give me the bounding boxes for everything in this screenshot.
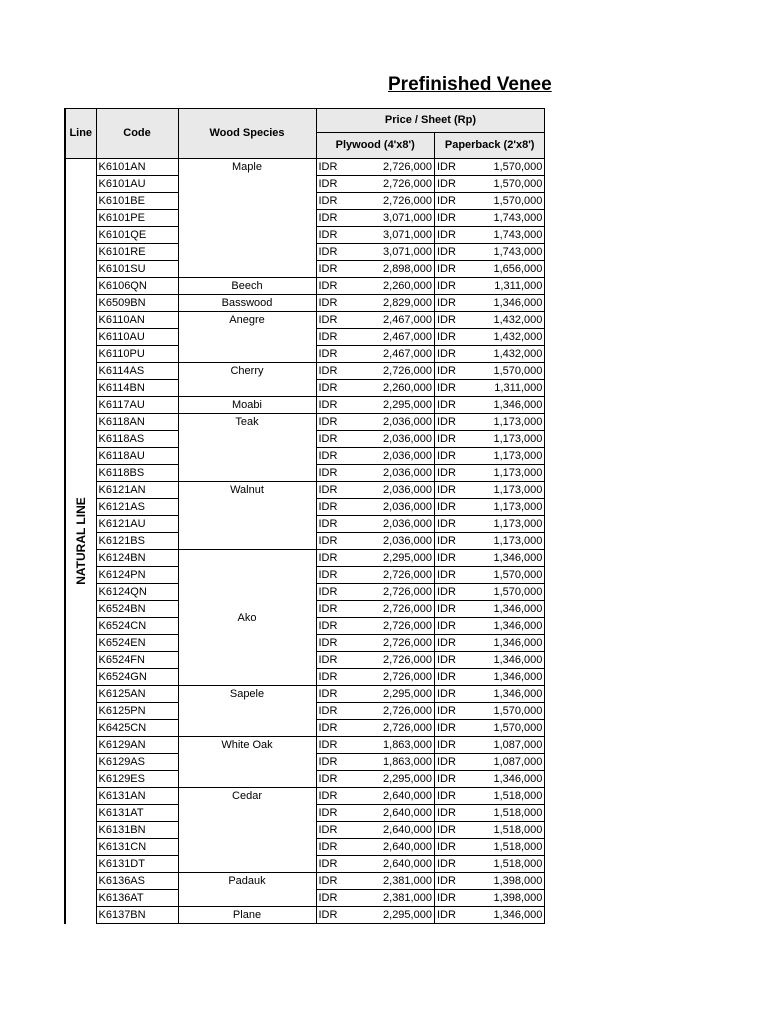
plywood-price: 2,260,000 [339,278,434,295]
paperback-currency: IDR [434,856,457,873]
paperback-price: 1,346,000 [458,771,545,788]
code-cell: K6101RE [96,244,178,261]
plywood-currency: IDR [316,346,339,363]
plywood-price: 2,036,000 [339,431,434,448]
paperback-price: 1,173,000 [458,414,545,431]
paperback-currency: IDR [434,363,457,380]
paperback-price: 1,518,000 [458,805,545,822]
paperback-currency: IDR [434,295,457,312]
code-cell: K6114AS [96,363,178,380]
code-cell: K6118AS [96,431,178,448]
plywood-currency: IDR [316,380,339,397]
code-cell: K6524CN [96,618,178,635]
code-cell: K6137BN [96,907,178,924]
paperback-currency: IDR [434,193,457,210]
header-code: Code [96,109,178,159]
code-cell: K6524GN [96,669,178,686]
code-cell: K6118AN [96,414,178,431]
plywood-price: 1,863,000 [339,737,434,754]
plywood-currency: IDR [316,584,339,601]
paperback-currency: IDR [434,533,457,550]
paperback-currency: IDR [434,329,457,346]
table-row [65,482,545,499]
plywood-currency: IDR [316,601,339,618]
plywood-price: 2,726,000 [339,652,434,669]
plywood-currency: IDR [316,788,339,805]
plywood-currency: IDR [316,278,339,295]
paperback-currency: IDR [434,227,457,244]
paperback-price: 1,173,000 [458,431,545,448]
header-wood-species: Wood Species [178,109,316,159]
plywood-price: 2,726,000 [339,159,434,176]
plywood-price: 2,726,000 [339,567,434,584]
plywood-price: 2,640,000 [339,788,434,805]
plywood-currency: IDR [316,448,339,465]
paperback-price: 1,311,000 [458,278,545,295]
plywood-price: 2,726,000 [339,720,434,737]
wood-species-cell: Ako [178,550,316,686]
paperback-price: 1,346,000 [458,907,545,924]
wood-species-cell: Padauk [178,873,316,907]
paperback-price: 1,346,000 [458,397,545,414]
code-cell: K6110AU [96,329,178,346]
paperback-price: 1,346,000 [458,601,545,618]
paperback-currency: IDR [434,805,457,822]
table-row [65,312,545,329]
plywood-currency: IDR [316,567,339,584]
paperback-currency: IDR [434,822,457,839]
code-cell: K6129AN [96,737,178,754]
table-row [65,550,545,567]
paperback-currency: IDR [434,720,457,737]
paperback-price: 1,346,000 [458,295,545,312]
paperback-currency: IDR [434,482,457,499]
plywood-price: 2,467,000 [339,329,434,346]
paperback-price: 1,398,000 [458,890,545,907]
wood-species-cell: Cedar [178,788,316,873]
paperback-currency: IDR [434,380,457,397]
plywood-currency: IDR [316,482,339,499]
paperback-currency: IDR [434,244,457,261]
wood-species-cell: Walnut [178,482,316,550]
plywood-price: 2,640,000 [339,839,434,856]
paperback-price: 1,346,000 [458,669,545,686]
paperback-price: 1,570,000 [458,193,545,210]
plywood-price: 2,467,000 [339,346,434,363]
paperback-price: 1,743,000 [458,227,545,244]
code-cell: K6124PN [96,567,178,584]
plywood-currency: IDR [316,805,339,822]
paperback-currency: IDR [434,635,457,652]
paperback-price: 1,518,000 [458,788,545,805]
wood-species-cell: Plane [178,907,316,924]
code-cell: K6131BN [96,822,178,839]
paperback-price: 1,518,000 [458,822,545,839]
plywood-currency: IDR [316,839,339,856]
code-cell: K6118AU [96,448,178,465]
code-cell: K6118BS [96,465,178,482]
paperback-currency: IDR [434,873,457,890]
code-cell: K6110AN [96,312,178,329]
paperback-price: 1,432,000 [458,312,545,329]
plywood-currency: IDR [316,669,339,686]
plywood-currency: IDR [316,754,339,771]
plywood-price: 2,036,000 [339,516,434,533]
paperback-price: 1,346,000 [458,652,545,669]
plywood-price: 2,726,000 [339,601,434,618]
paperback-currency: IDR [434,890,457,907]
paperback-currency: IDR [434,176,457,193]
code-cell: K6101BE [96,193,178,210]
plywood-currency: IDR [316,414,339,431]
plywood-currency: IDR [316,873,339,890]
plywood-price: 3,071,000 [339,244,434,261]
plywood-price: 2,036,000 [339,499,434,516]
paperback-currency: IDR [434,499,457,516]
plywood-price: 2,898,000 [339,261,434,278]
code-cell: K6136AS [96,873,178,890]
paperback-currency: IDR [434,397,457,414]
plywood-currency: IDR [316,363,339,380]
code-cell: K6124BN [96,550,178,567]
code-cell: K6524EN [96,635,178,652]
paperback-price: 1,173,000 [458,533,545,550]
code-cell: K6125AN [96,686,178,703]
code-cell: K6121AN [96,482,178,499]
paperback-currency: IDR [434,312,457,329]
plywood-currency: IDR [316,907,339,924]
plywood-price: 2,036,000 [339,465,434,482]
plywood-currency: IDR [316,431,339,448]
table-row [65,788,545,805]
header-line: Line [65,109,96,159]
paperback-currency: IDR [434,601,457,618]
plywood-price: 2,726,000 [339,363,434,380]
plywood-price: 2,295,000 [339,397,434,414]
wood-species-cell: Cherry [178,363,316,397]
plywood-currency: IDR [316,890,339,907]
line-cell [65,159,96,924]
table-row [65,414,545,431]
paperback-currency: IDR [434,686,457,703]
code-cell: K6101SU [96,261,178,278]
plywood-currency: IDR [316,635,339,652]
table-row [65,363,545,380]
code-cell: K6425CN [96,720,178,737]
paperback-price: 1,570,000 [458,567,545,584]
code-cell: K6121AU [96,516,178,533]
wood-species-cell: Maple [178,159,316,278]
plywood-currency: IDR [316,227,339,244]
code-cell: K6106QN [96,278,178,295]
code-cell: K6131AN [96,788,178,805]
paperback-price: 1,656,000 [458,261,545,278]
plywood-currency: IDR [316,193,339,210]
plywood-price: 2,829,000 [339,295,434,312]
wood-species-cell: Anegre [178,312,316,363]
table-row [65,278,545,295]
paperback-price: 1,398,000 [458,873,545,890]
price-table [64,108,545,924]
plywood-currency: IDR [316,210,339,227]
header-price-per-sheet: Price / Sheet (Rp) [316,109,545,133]
paperback-price: 1,743,000 [458,210,545,227]
plywood-currency: IDR [316,329,339,346]
plywood-currency: IDR [316,159,339,176]
paperback-currency: IDR [434,346,457,363]
plywood-currency: IDR [316,516,339,533]
plywood-currency: IDR [316,720,339,737]
line-label: NATURAL LINE [73,497,88,586]
plywood-currency: IDR [316,771,339,788]
paperback-price: 1,432,000 [458,329,545,346]
paperback-price: 1,570,000 [458,703,545,720]
code-cell: K6125PN [96,703,178,720]
paperback-price: 1,570,000 [458,363,545,380]
paperback-currency: IDR [434,839,457,856]
code-cell: K6110PU [96,346,178,363]
plywood-price: 3,071,000 [339,210,434,227]
wood-species-cell: Basswood [178,295,316,312]
plywood-price: 2,295,000 [339,771,434,788]
paperback-price: 1,173,000 [458,482,545,499]
plywood-price: 2,726,000 [339,669,434,686]
plywood-price: 2,640,000 [339,822,434,839]
paperback-currency: IDR [434,448,457,465]
table-row [65,295,545,312]
paperback-currency: IDR [434,210,457,227]
paperback-price: 1,570,000 [458,159,545,176]
code-cell: K6101QE [96,227,178,244]
plywood-currency: IDR [316,550,339,567]
paperback-currency: IDR [434,550,457,567]
paperback-currency: IDR [434,465,457,482]
code-cell: K6131DT [96,856,178,873]
plywood-currency: IDR [316,261,339,278]
paperback-price: 1,570,000 [458,176,545,193]
plywood-currency: IDR [316,397,339,414]
paperback-currency: IDR [434,414,457,431]
plywood-currency: IDR [316,465,339,482]
paperback-price: 1,518,000 [458,839,545,856]
paperback-price: 1,346,000 [458,550,545,567]
code-cell: K6131AT [96,805,178,822]
paperback-price: 1,173,000 [458,499,545,516]
paperback-price: 1,173,000 [458,465,545,482]
paperback-price: 1,346,000 [458,618,545,635]
code-cell: K6114BN [96,380,178,397]
paperback-currency: IDR [434,431,457,448]
paperback-currency: IDR [434,278,457,295]
code-cell: K6136AT [96,890,178,907]
plywood-price: 3,071,000 [339,227,434,244]
paperback-currency: IDR [434,652,457,669]
paperback-currency: IDR [434,584,457,601]
code-cell: K6121AS [96,499,178,516]
paperback-currency: IDR [434,754,457,771]
wood-species-cell: Beech [178,278,316,295]
plywood-currency: IDR [316,737,339,754]
paperback-price: 1,087,000 [458,737,545,754]
plywood-currency: IDR [316,703,339,720]
plywood-currency: IDR [316,533,339,550]
code-cell: K6524FN [96,652,178,669]
code-cell: K6524BN [96,601,178,618]
code-cell: K6129ES [96,771,178,788]
code-cell: K6101AU [96,176,178,193]
paperback-price: 1,432,000 [458,346,545,363]
paperback-price: 1,173,000 [458,516,545,533]
paperback-price: 1,173,000 [458,448,545,465]
header-plywood: Plywood (4'x8') [316,133,434,159]
table-row [65,159,545,176]
header-paperback: Paperback (2'x8') [434,133,544,159]
table-row [65,397,545,414]
table-row [65,737,545,754]
plywood-price: 2,036,000 [339,482,434,499]
paperback-currency: IDR [434,567,457,584]
wood-species-cell: Moabi [178,397,316,414]
paperback-currency: IDR [434,737,457,754]
code-cell: K6509BN [96,295,178,312]
code-cell: K6101AN [96,159,178,176]
plywood-price: 2,036,000 [339,533,434,550]
plywood-price: 2,295,000 [339,686,434,703]
plywood-price: 2,726,000 [339,618,434,635]
plywood-currency: IDR [316,295,339,312]
plywood-price: 2,726,000 [339,176,434,193]
wood-species-cell: Sapele [178,686,316,737]
code-cell: K6124QN [96,584,178,601]
paperback-price: 1,518,000 [458,856,545,873]
paperback-price: 1,346,000 [458,686,545,703]
paperback-price: 1,346,000 [458,635,545,652]
plywood-price: 2,036,000 [339,414,434,431]
table-row [65,907,545,924]
paperback-currency: IDR [434,703,457,720]
plywood-price: 2,467,000 [339,312,434,329]
price-table-container [64,108,545,924]
plywood-price: 2,295,000 [339,907,434,924]
paperback-currency: IDR [434,788,457,805]
plywood-price: 2,381,000 [339,890,434,907]
code-cell: K6101PE [96,210,178,227]
plywood-price: 1,863,000 [339,754,434,771]
code-cell: K6131CN [96,839,178,856]
plywood-price: 2,726,000 [339,635,434,652]
plywood-price: 2,295,000 [339,550,434,567]
plywood-currency: IDR [316,244,339,261]
plywood-currency: IDR [316,856,339,873]
paperback-currency: IDR [434,618,457,635]
wood-species-cell: Teak [178,414,316,482]
plywood-currency: IDR [316,176,339,193]
plywood-price: 2,381,000 [339,873,434,890]
plywood-price: 2,036,000 [339,448,434,465]
paperback-currency: IDR [434,261,457,278]
paperback-price: 1,743,000 [458,244,545,261]
plywood-currency: IDR [316,499,339,516]
code-cell: K6117AU [96,397,178,414]
table-row [65,686,545,703]
plywood-currency: IDR [316,618,339,635]
paperback-price: 1,570,000 [458,720,545,737]
wood-species-cell: White Oak [178,737,316,788]
plywood-price: 2,726,000 [339,703,434,720]
paperback-currency: IDR [434,516,457,533]
plywood-currency: IDR [316,686,339,703]
plywood-currency: IDR [316,312,339,329]
table-body [65,159,545,924]
plywood-currency: IDR [316,822,339,839]
paperback-price: 1,087,000 [458,754,545,771]
code-cell: K6121BS [96,533,178,550]
page-title: Prefinished Venee [388,74,552,95]
paperback-currency: IDR [434,771,457,788]
paperback-price: 1,570,000 [458,584,545,601]
paperback-currency: IDR [434,159,457,176]
table-header [65,109,545,159]
paperback-currency: IDR [434,907,457,924]
plywood-price: 2,640,000 [339,856,434,873]
code-cell: K6129AS [96,754,178,771]
paperback-currency: IDR [434,669,457,686]
plywood-price: 2,726,000 [339,193,434,210]
paperback-price: 1,311,000 [458,380,545,397]
plywood-price: 2,640,000 [339,805,434,822]
plywood-currency: IDR [316,652,339,669]
plywood-price: 2,726,000 [339,584,434,601]
table-row [65,873,545,890]
plywood-price: 2,260,000 [339,380,434,397]
